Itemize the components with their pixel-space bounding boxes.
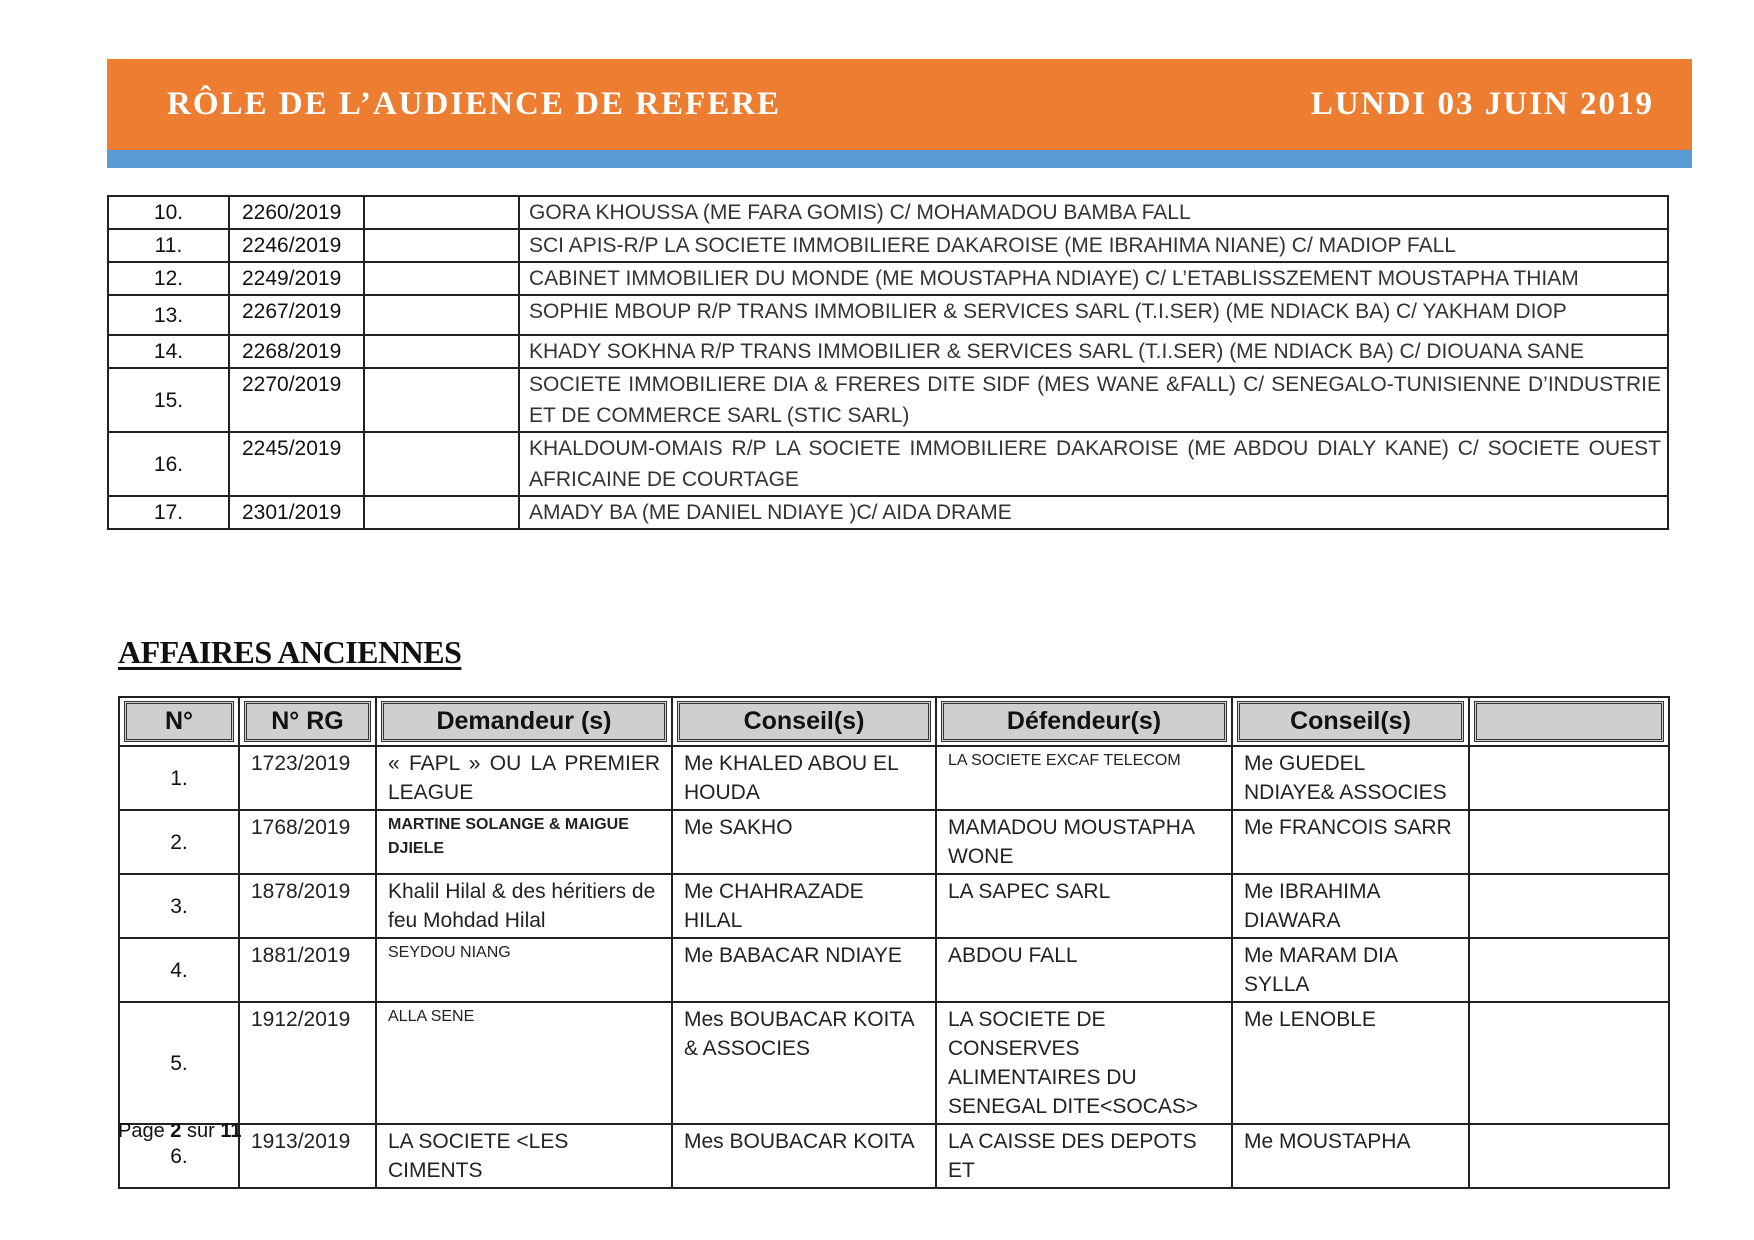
case-conseil-defendeur: Me MARAM DIA SYLLA: [1232, 938, 1469, 1002]
table-row: [108, 196, 1668, 229]
table-header-row: [119, 697, 1669, 746]
case-number: 13.: [108, 295, 229, 335]
continuation-table: [107, 195, 1669, 530]
case-conseil-demandeur: Me KHALED ABOU EL HOUDA: [672, 746, 936, 810]
case-rg: 2270/2019: [229, 368, 364, 432]
case-conseil-demandeur: Mes BOUBACAR KOITA & ASSOCIES: [672, 1002, 936, 1124]
footer-total-pages: 11: [220, 1120, 242, 1142]
case-rg: 1913/2019: [239, 1124, 376, 1188]
header-accent-strip: [107, 150, 1692, 168]
section-title-affaires-anciennes: AFFAIRES ANCIENNES: [118, 634, 462, 670]
case-number: 6.: [119, 1124, 239, 1188]
case-extra: [364, 432, 519, 496]
case-defendeur: LA SOCIETE DE CONSERVES ALIMENTAIRES DU SENEGAL DITE<SOCAS>: [936, 1002, 1232, 1124]
table-row: [108, 496, 1668, 529]
footer-current-page: 2: [170, 1120, 182, 1142]
case-parties: SOPHIE MBOUP R/P TRANS IMMOBILIER & SERVICES SARL (T.I.SER) (ME NDIACK BA) C/ YAKHAM DIOP: [519, 295, 1668, 335]
case-number: 3.: [119, 874, 239, 938]
case-extra: [1469, 746, 1669, 810]
case-conseil-defendeur: Me IBRAHIMA DIAWARA: [1232, 874, 1469, 938]
case-conseil-defendeur: Me LENOBLE: [1232, 1002, 1469, 1124]
case-defendeur: LA CAISSE DES DEPOTS ET: [936, 1124, 1232, 1188]
case-number: 10.: [108, 196, 229, 229]
case-number: 1.: [119, 746, 239, 810]
case-number: 2.: [119, 810, 239, 874]
case-parties: AMADY BA (ME DANIEL NDIAYE )C/ AIDA DRAME: [519, 496, 1668, 529]
case-extra: [1469, 874, 1669, 938]
case-extra: [1469, 1002, 1669, 1124]
header-conseil-demandeur: Conseil(s): [672, 697, 936, 746]
case-rg: 2301/2019: [229, 496, 364, 529]
case-number: 16.: [108, 432, 229, 496]
case-number: 5.: [119, 1002, 239, 1124]
table-row: [119, 1124, 1669, 1188]
case-number: 15.: [108, 368, 229, 432]
case-extra: [364, 229, 519, 262]
table-row: [119, 1002, 1669, 1124]
header-rg: N° RG: [239, 697, 376, 746]
table-row: [108, 432, 1668, 496]
document-date: LUNDI 03 JUIN 2019: [1310, 86, 1654, 122]
page-footer: [118, 1120, 241, 1143]
case-number: 17.: [108, 496, 229, 529]
case-parties: SCI APIS-R/P LA SOCIETE IMMOBILIERE DAKAROISE (ME IBRAHIMA NIANE) C/ MADIOP FALL: [519, 229, 1668, 262]
table-row: [108, 262, 1668, 295]
footer-middle: sur: [186, 1120, 215, 1142]
case-demandeur: LA SOCIETE <LES CIMENTS: [376, 1124, 672, 1188]
case-conseil-defendeur: Me FRANCOIS SARR: [1232, 810, 1469, 874]
case-demandeur: « FAPL » OU LA PREMIER LEAGUE: [376, 746, 672, 810]
footer-prefix: Page: [118, 1120, 165, 1142]
case-defendeur: ABDOU FALL: [936, 938, 1232, 1002]
case-defendeur: LA SOCIETE EXCAF TELECOM: [936, 746, 1232, 810]
case-demandeur: ALLA SENE: [376, 1002, 672, 1124]
case-rg: 1912/2019: [239, 1002, 376, 1124]
case-rg: 1768/2019: [239, 810, 376, 874]
case-rg: 2245/2019: [229, 432, 364, 496]
case-parties: GORA KHOUSSA (ME FARA GOMIS) C/ MOHAMADOU BAMBA FALL: [519, 196, 1668, 229]
case-demandeur: SEYDOU NIANG: [376, 938, 672, 1002]
case-conseil-defendeur: Me GUEDEL NDIAYE& ASSOCIES: [1232, 746, 1469, 810]
case-extra: [364, 295, 519, 335]
header-conseil-defendeur: Conseil(s): [1232, 697, 1469, 746]
case-number: 14.: [108, 335, 229, 368]
table-row: [108, 229, 1668, 262]
case-extra: [364, 496, 519, 529]
case-conseil-demandeur: Mes BOUBACAR KOITA: [672, 1124, 936, 1188]
case-number: 4.: [119, 938, 239, 1002]
header-num: N°: [119, 697, 239, 746]
case-conseil-demandeur: Me CHAHRAZADE HILAL: [672, 874, 936, 938]
table-row: [119, 938, 1669, 1002]
case-rg: 1723/2019: [239, 746, 376, 810]
case-extra: [1469, 938, 1669, 1002]
table-row: [119, 746, 1669, 810]
case-rg: 2260/2019: [229, 196, 364, 229]
case-defendeur: LA SAPEC SARL: [936, 874, 1232, 938]
case-number: 12.: [108, 262, 229, 295]
case-extra: [1469, 1124, 1669, 1188]
case-rg: 2246/2019: [229, 229, 364, 262]
case-rg: 2249/2019: [229, 262, 364, 295]
case-demandeur: Khalil Hilal & des héritiers de feu Mohdad Hilal: [376, 874, 672, 938]
case-extra: [364, 368, 519, 432]
case-rg: 1878/2019: [239, 874, 376, 938]
case-rg: 2267/2019: [229, 295, 364, 335]
case-parties: CABINET IMMOBILIER DU MONDE (ME MOUSTAPHA NDIAYE) C/ L’ETABLISSZEMENT MOUSTAPHA THIAM: [519, 262, 1668, 295]
table-row: [108, 295, 1668, 335]
table-row: [108, 368, 1668, 432]
case-conseil-demandeur: Me SAKHO: [672, 810, 936, 874]
affaires-anciennes-table: [118, 696, 1670, 1189]
table-row: [119, 810, 1669, 874]
case-rg: 2268/2019: [229, 335, 364, 368]
case-extra: [364, 196, 519, 229]
case-parties: KHADY SOKHNA R/P TRANS IMMOBILIER & SERVICES SARL (T.I.SER) (ME NDIACK BA) C/ DIOUANA SANE: [519, 335, 1668, 368]
table-row: [119, 874, 1669, 938]
case-extra: [1469, 810, 1669, 874]
case-defendeur: MAMADOU MOUSTAPHA WONE: [936, 810, 1232, 874]
header-demandeur: Demandeur (s): [376, 697, 672, 746]
case-rg: 1881/2019: [239, 938, 376, 1002]
header-extra: [1469, 697, 1669, 746]
case-parties: KHALDOUM-OMAIS R/P LA SOCIETE IMMOBILIERE DAKAROISE (ME ABDOU DIALY KANE) C/ SOCIETE OUEST AFRICAINE DE COURTAGE: [519, 432, 1668, 496]
case-parties: SOCIETE IMMOBILIERE DIA & FRERES DITE SIDF (MES WANE &FALL) C/ SENEGALO-TUNISIENNE D’INDUSTRIE ET DE COMMERCE SARL (STIC SARL): [519, 368, 1668, 432]
document-title: RÔLE DE L’AUDIENCE DE REFERE: [167, 86, 782, 122]
case-extra: [364, 335, 519, 368]
case-demandeur: MARTINE SOLANGE & MAIGUE DJIELE: [376, 810, 672, 874]
table-row: [108, 335, 1668, 368]
case-conseil-demandeur: Me BABACAR NDIAYE: [672, 938, 936, 1002]
header-defendeur: Défendeur(s): [936, 697, 1232, 746]
case-extra: [364, 262, 519, 295]
case-number: 11.: [108, 229, 229, 262]
case-conseil-defendeur: Me MOUSTAPHA: [1232, 1124, 1469, 1188]
